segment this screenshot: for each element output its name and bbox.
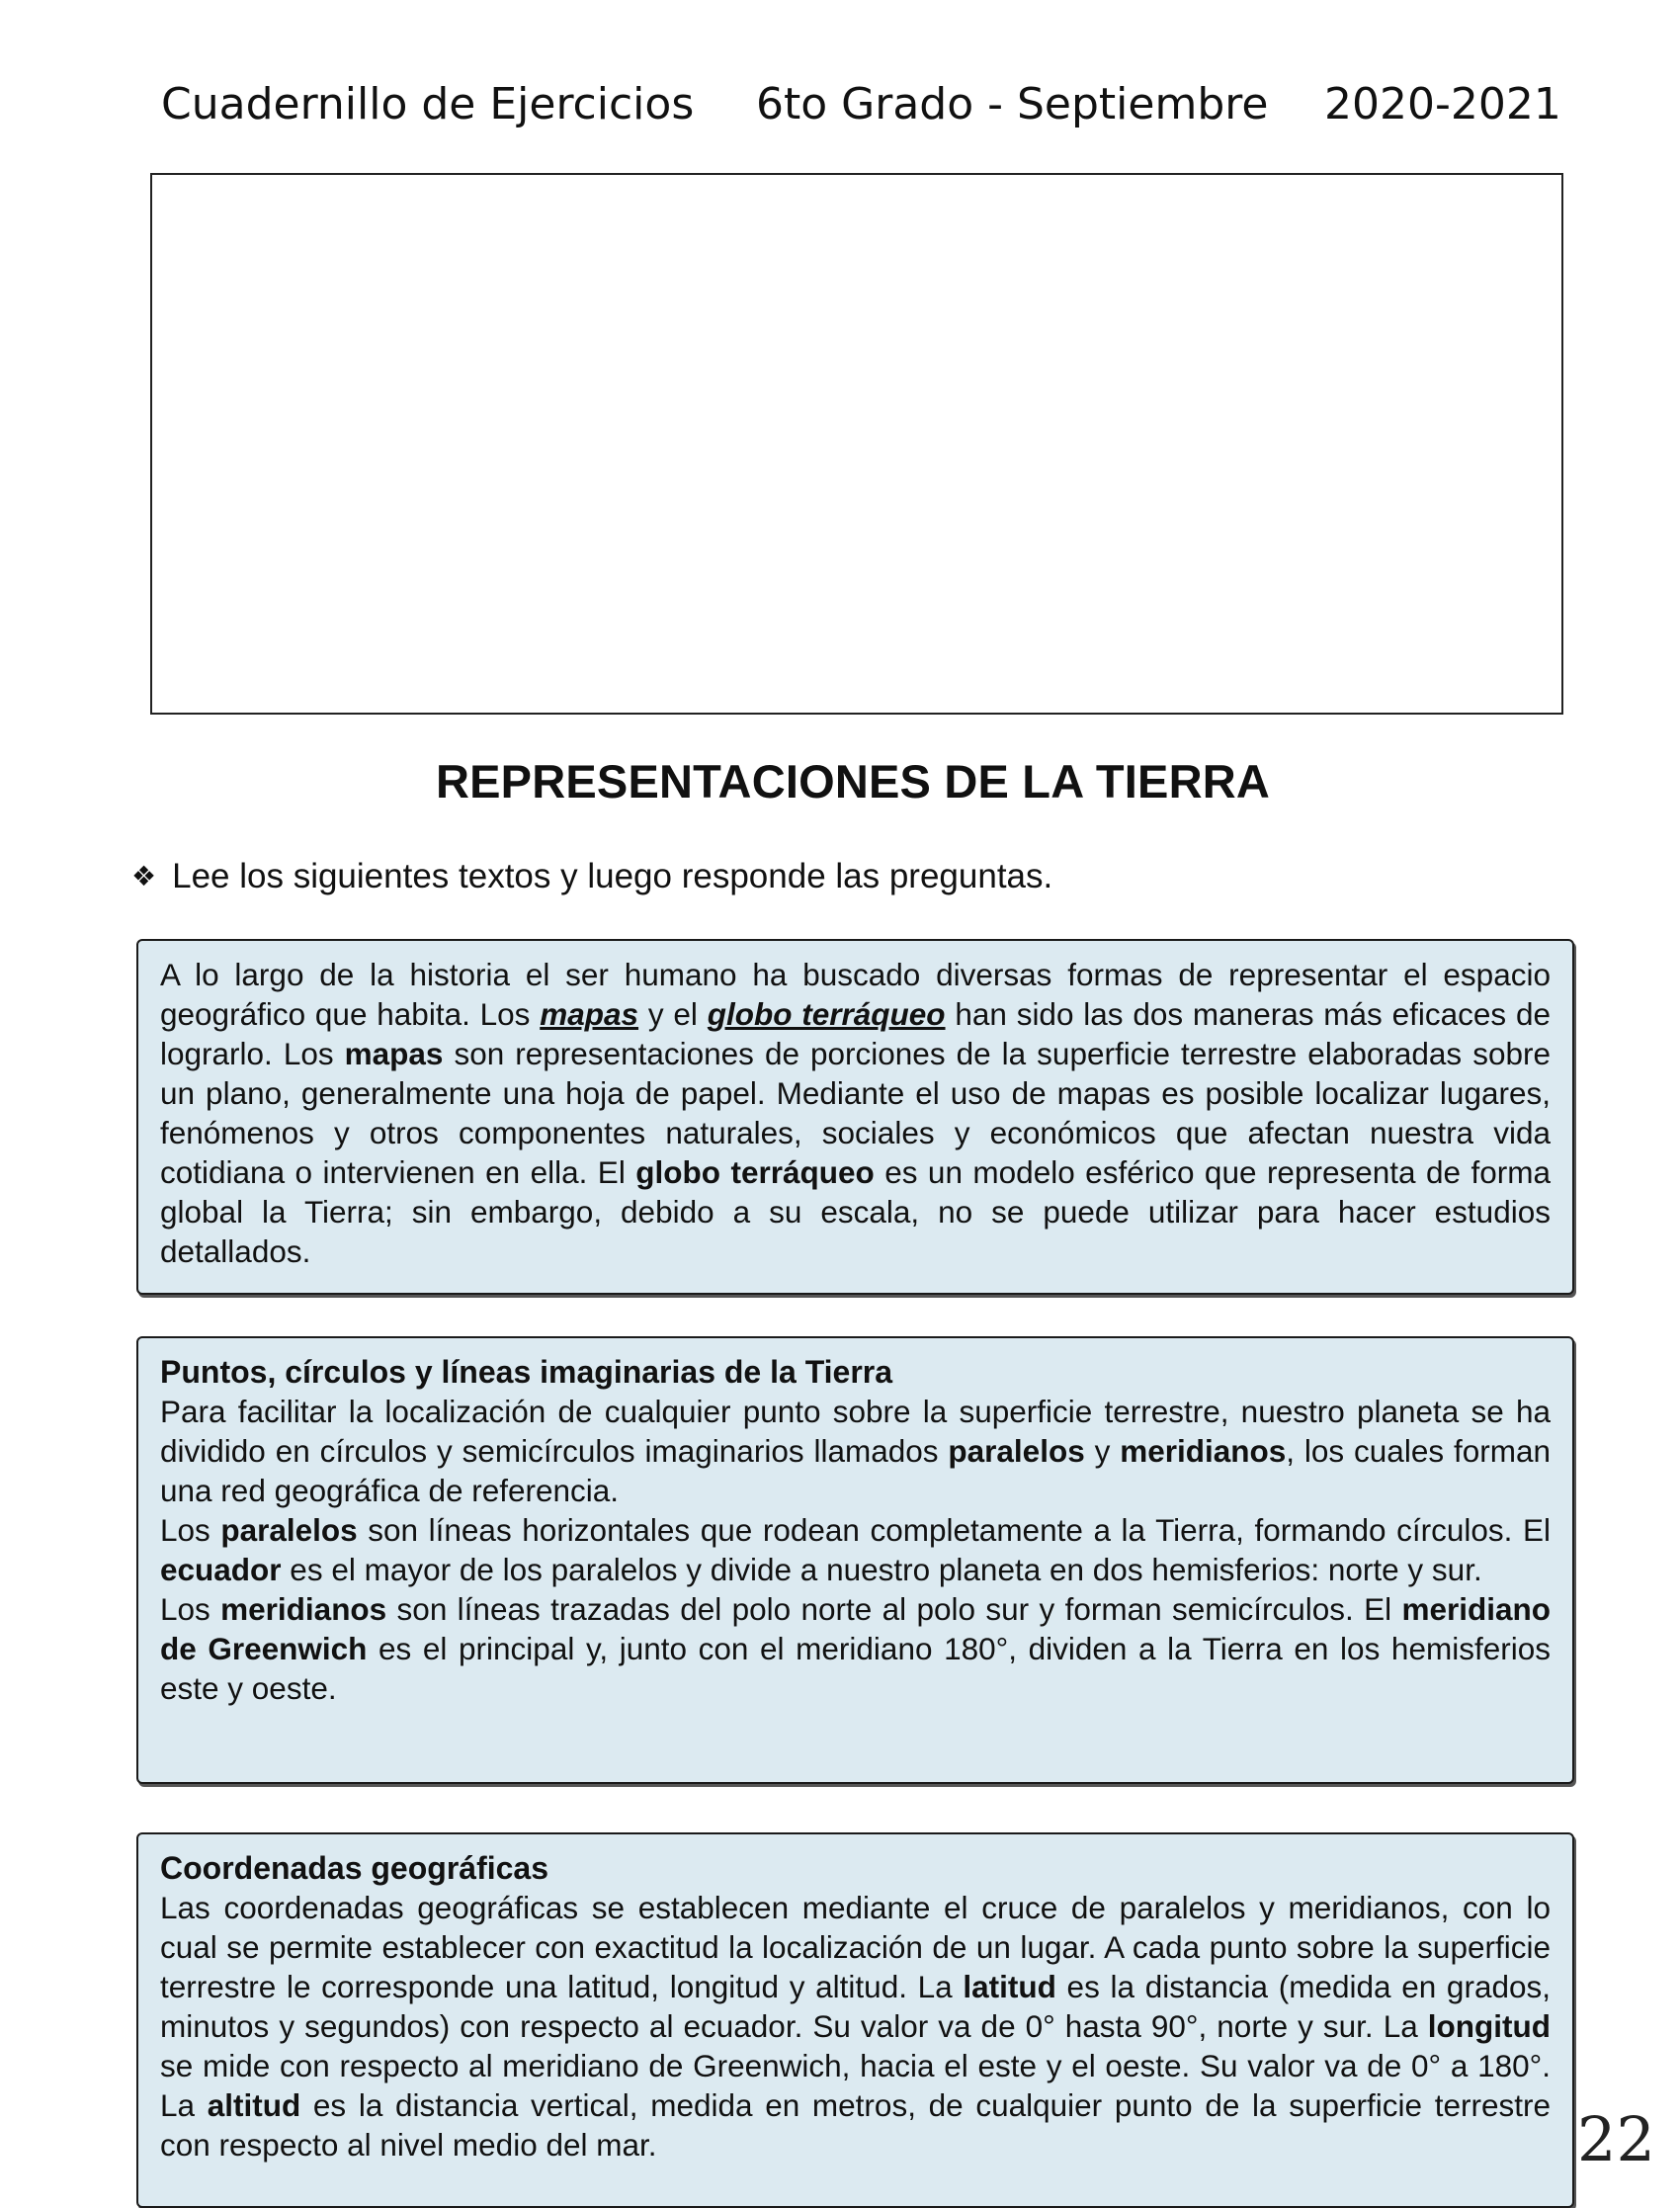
- instruction-text: Lee los siguientes textos y luego responde las preguntas.: [172, 857, 1053, 895]
- page-header: [0, 79, 1680, 138]
- paragraph: Los meridianos son líneas trazadas del polo norte al polo sur y forman semicírculos. El meridiano de Greenwich es el principal y, junto con el meridiano 180°, dividen a la Tierra en los hemisferios este y oeste.: [160, 1591, 1551, 1706]
- page-title: REPRESENTACIONES DE LA TIERRA: [435, 755, 1271, 807]
- paragraph: Los paralelos son líneas horizontales que rodean completamente a la Tierra, formando círculos. El ecuador es el mayor de los paralelos y divide a nuestro planeta en dos hemisferios: norte y sur.: [160, 1512, 1551, 1587]
- image-frame: [150, 173, 1563, 715]
- term-globo-bold: globo terráqueo: [635, 1154, 875, 1190]
- intro-paragraph: A lo largo de la historia el ser humano ha buscado diversas formas de representar el espacio geográfico que habita. Los mapas y el globo terráqueo han sido las dos maneras más eficaces de lograrlo. Los mapas son representaciones de porciones de la superficie terrestre elaboradas sobre un plano, generalmente una hoja de papel. Mediante el uso de mapas es posible localizar lugares, fenómenos y otros componentes naturales, sociales y económicos que afectan nuestra vida cotidiana o intervienen en ella. El globo terráqueo es un modelo esférico que representa de forma global la Tierra; sin embargo, debido a su escala, no se puede utilizar para hacer estudios detallados.: [160, 957, 1552, 1269]
- section-heading: Coordenadas geográficas: [160, 1850, 548, 1886]
- term-mapas: mapas: [540, 996, 639, 1032]
- instruction: [131, 857, 1052, 896]
- intro-text-box: [136, 939, 1574, 1295]
- lines-text-box: [136, 1336, 1574, 1784]
- header-workbook-title: Cuadernillo de Ejercicios: [161, 79, 695, 129]
- header-school-year: 2020-2021: [1324, 79, 1561, 129]
- term-globo-terraqueo: globo terráqueo: [707, 996, 946, 1032]
- paragraph: Para facilitar la localización de cualquier punto sobre la superficie terrestre, nuestro planeta se ha dividido en círculos y semicírculos imaginarios llamados paralelos y meridianos, los cuales forman una red geográfica de referencia.: [160, 1394, 1551, 1508]
- paragraph: Las coordenadas geográficas se establecen mediante el cruce de paralelos y meridianos, con lo cual se permite establecer con exactitud la localización de un lugar. A cada punto sobre la superficie terrestre le corresponde una latitud, longitud y altitud. La latitud es la distancia (medida en grados, minutos y segundos) con respecto al ecuador. Su valor va de 0° hasta 90°, norte y sur. La longitud se mide con respecto al meridiano de Greenwich, hacia el este y el oeste. Su valor va de 0° a 180°. La altitud es la distancia vertical, medida en metros, de cualquier punto de la superficie terrestre con respecto al nivel medio del mar.: [160, 1890, 1551, 2163]
- page-number: 22: [1577, 2103, 1655, 2175]
- header-grade-month: 6to Grado - Septiembre: [756, 79, 1269, 129]
- coordinates-text-box: [136, 1832, 1574, 2208]
- diamond-bullet-icon: ❖: [131, 860, 157, 892]
- section-heading: Puntos, círculos y líneas imaginarias de la Tierra: [160, 1354, 893, 1390]
- term-mapas-bold: mapas: [344, 1036, 444, 1071]
